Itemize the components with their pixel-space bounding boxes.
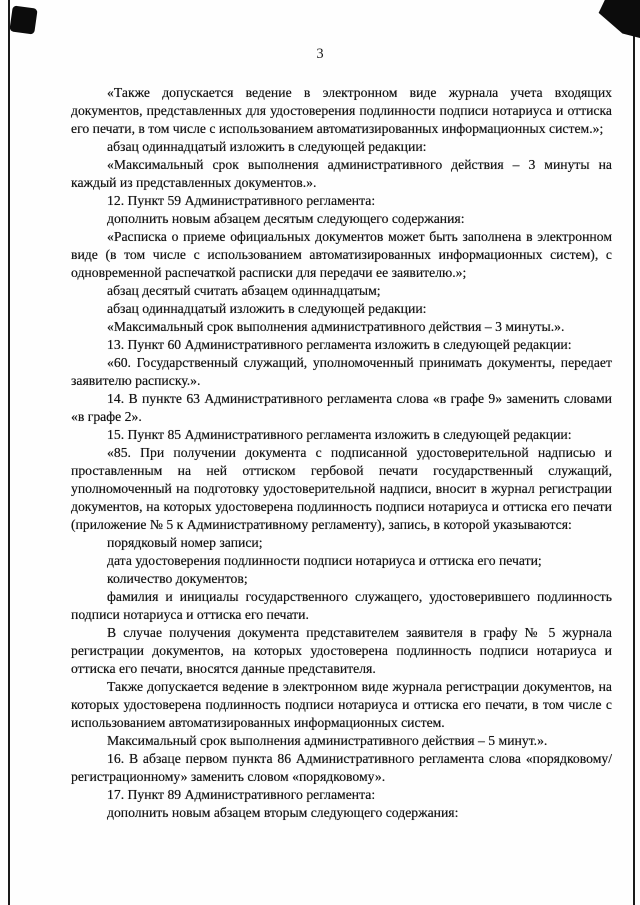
paragraph: «85. При получении документа с подписанной удостоверительной надписью и проставленным на ней оттиском гербовой печати государственный служащий, уполномоченный на подготовку удостоверительной надписи, вносит в журнал регистрации документов, на которых удостоверена подлинность подписи нотариуса и оттиска его печати (приложение № 5 к Административному регламенту), запись, в которой указываются: (71, 445, 612, 532)
paragraph: дополнить новым абзацем десятым следующего содержания: (107, 211, 465, 226)
document-body (71, 84, 612, 822)
paragraph: абзац одиннадцатый изложить в следующей редакции: (107, 139, 427, 154)
paragraph: Максимальный срок выполнения административного действия – 5 минут.». (107, 733, 548, 748)
page-number: 3 (316, 46, 324, 62)
paragraph: Также допускается ведение в электронном виде журнала регистрации документов, на которых удостоверена подлинность подписи нотариуса и оттиска его печати, в том числе с использованием автоматизированных информационных систем. (71, 679, 612, 730)
paragraph: «Максимальный срок выполнения административного действия – 3 минуты на каждый из представленных документов.». (71, 157, 612, 190)
paragraph: 17. Пункт 89 Административного регламента: (107, 787, 376, 802)
paragraph: абзац одиннадцатый изложить в следующей редакции: (107, 301, 427, 316)
paragraph: «Также допускается ведение в электронном виде журнала учета входящих документов, представленных для удостоверения подлинности подписи нотариуса и оттиска его печати, в том числе с использованием автоматизированных информационных систем.»; (71, 85, 612, 136)
scan-edge-left (8, 0, 10, 905)
paragraph: абзац десятый считать абзацем одиннадцатым; (107, 283, 381, 298)
paragraph: «Максимальный срок выполнения административного действия – 3 минуты.». (107, 319, 565, 334)
paragraph: 16. В абзаце первом пункта 86 Административного регламента слова «порядковому/регистрационному» заменить словом «порядковому». (71, 751, 612, 784)
paragraph: фамилия и инициалы государственного служащего, удостоверившего подлинность подписи нотариуса и оттиска его печати. (71, 589, 612, 622)
paragraph: 13. Пункт 60 Административного регламента изложить в следующей редакции: (107, 337, 572, 352)
paragraph: дополнить новым абзацем вторым следующего содержания: (107, 805, 459, 820)
paragraph: В случае получения документа представителем заявителя в графу № 5 журнала регистрации документов, на которых удостоверена подлинность подписи нотариуса и оттиска его печати, вносятся данные представителя. (71, 625, 612, 676)
paragraph: количество документов; (107, 571, 248, 586)
paragraph: порядковый номер записи; (107, 535, 263, 550)
paragraph: 12. Пункт 59 Административного регламента: (107, 193, 376, 208)
paragraph: 14. В пункте 63 Административного регламента слова «в графе 9» заменить словами «в графе 2». (71, 391, 612, 424)
scan-corner-mark-left (9, 5, 37, 34)
paragraph: 15. Пункт 85 Административного регламента изложить в следующей редакции: (107, 427, 572, 442)
paragraph: «60. Государственный служащий, уполномоченный принимать документы, передает заявителю расписку.». (71, 355, 612, 388)
scan-corner-mark-right (596, 0, 640, 38)
paragraph: «Расписка о приеме официальных документов может быть заполнена в электронном виде (в том числе с использованием автоматизированных информационных систем), с одновременной распечаткой расписки для передачи ее заявителю.»; (71, 229, 612, 280)
scan-edge-right (633, 0, 635, 905)
paragraph: дата удостоверения подлинности подписи нотариуса и оттиска его печати; (107, 553, 542, 568)
